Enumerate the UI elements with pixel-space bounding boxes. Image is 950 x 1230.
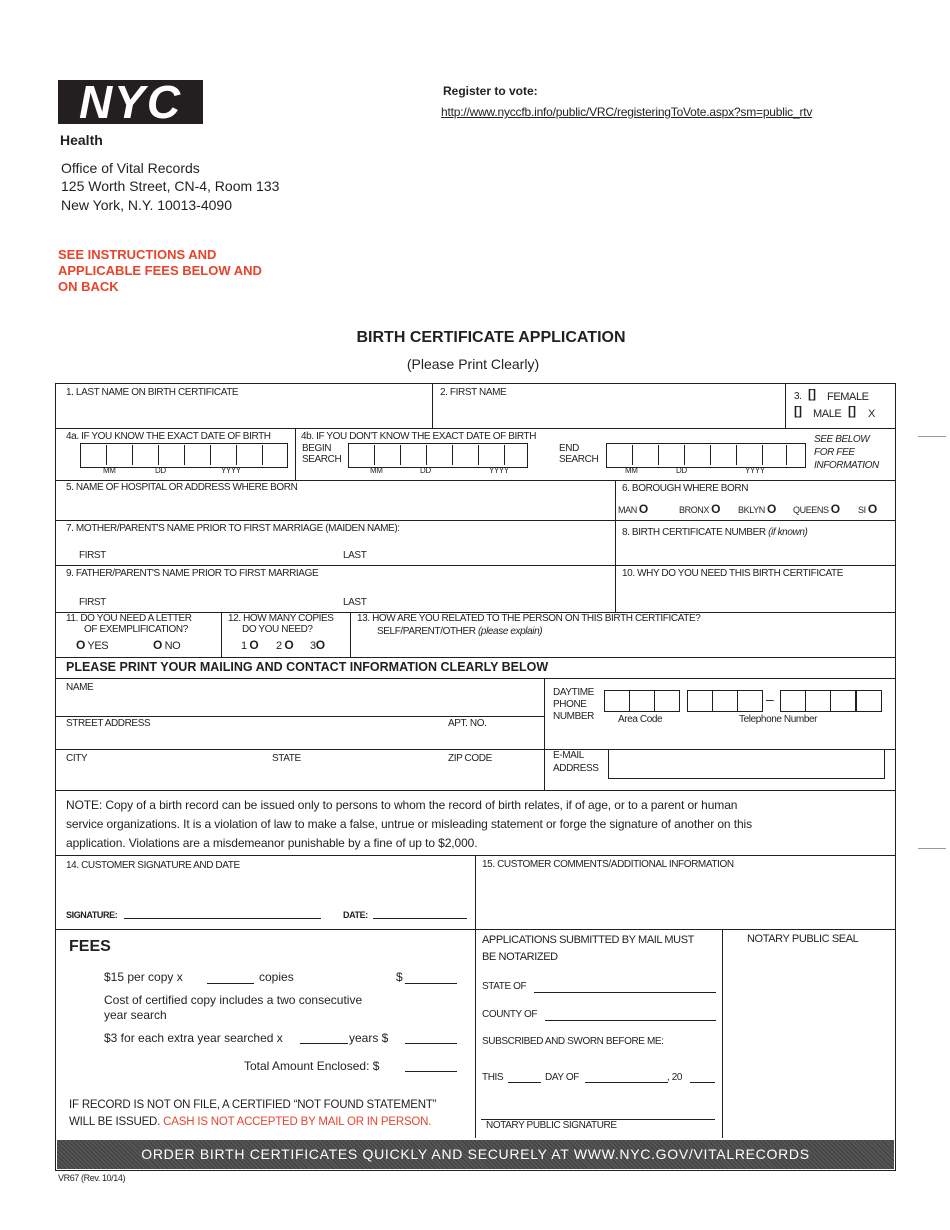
- female-label: FEMALE: [827, 391, 869, 403]
- field-7-label: 7. MOTHER/PARENT'S NAME PRIOR TO FIRST MARRIAGE (MAIDEN NAME):: [66, 523, 400, 534]
- notary-dayof-label: DAY OF: [545, 1072, 579, 1083]
- field-5-label: 5. NAME OF HOSPITAL OR ADDRESS WHERE BORN: [66, 482, 298, 493]
- field-10-label: 10. WHY DO YOU NEED THIS BIRTH CERTIFICATE: [622, 568, 844, 579]
- mother-first-label: FIRST: [79, 550, 106, 561]
- notary-seal-label: NOTARY PUBLIC SEAL: [747, 933, 859, 945]
- notary-mail-note: APPLICATIONS SUBMITTED BY MAIL MUST BE NOTARIZED: [482, 934, 694, 963]
- office-address-1: 125 Worth Street, CN-4, Room 133: [61, 178, 280, 194]
- field-11-label: 11. DO YOU NEED A LETTER OF EXEMPLIFICATION?: [66, 613, 192, 635]
- notary-year-label: , 20: [667, 1072, 683, 1083]
- phone-digit-3[interactable]: [737, 690, 763, 712]
- city-label: CITY: [66, 753, 88, 764]
- telephone-number-label: Telephone Number: [739, 714, 818, 725]
- mailing-heading: PLEASE PRINT YOUR MAILING AND CONTACT INFORMATION CLEARLY BELOW: [66, 660, 549, 674]
- nyc-logo-text: NYC: [78, 76, 183, 128]
- form-title: BIRTH CERTIFICATE APPLICATION: [356, 329, 626, 346]
- apt-label: APT. NO.: [448, 718, 487, 729]
- phone-digit-5[interactable]: [805, 690, 831, 712]
- end-search-input[interactable]: [606, 443, 806, 468]
- end-label: END: [559, 443, 579, 454]
- notary-state-line[interactable]: [534, 992, 716, 993]
- end-yyyy: YYYY: [745, 466, 765, 475]
- field-1-label: 1. LAST NAME ON BIRTH CERTIFICATE: [66, 387, 239, 398]
- x-label: X: [868, 408, 875, 420]
- field-13-label: 13. HOW ARE YOU RELATED TO THE PERSON ON THIS BIRTH CERTIFICATE?: [357, 613, 701, 624]
- logo-health: Health: [60, 132, 103, 148]
- notary-county-label: COUNTY OF: [482, 1009, 538, 1020]
- notary-sworn-label: SUBSCRIBED AND SWORN BEFORE ME:: [482, 1036, 664, 1047]
- field-13-sub: SELF/PARENT/OTHER (please explain): [377, 626, 543, 637]
- begin-label: BEGIN: [302, 443, 332, 454]
- copies-3[interactable]: 3O: [310, 638, 325, 652]
- total-label: Total Amount Enclosed: $: [244, 1059, 380, 1073]
- years-line[interactable]: [300, 1043, 348, 1044]
- email-label: E-MAIL ADDRESS: [553, 750, 599, 774]
- office-address-2: New York, N.Y. 10013-4090: [61, 197, 232, 213]
- date-label: DATE:: [343, 910, 368, 920]
- phone-digit-6[interactable]: [830, 690, 856, 712]
- borough-man[interactable]: MAN O: [618, 502, 648, 516]
- copies-label: copies: [259, 970, 294, 984]
- end-search-label: SEARCH: [559, 454, 599, 465]
- notary-dayof-line[interactable]: [585, 1082, 668, 1083]
- phone-digit-2[interactable]: [712, 690, 738, 712]
- father-last-label: LAST: [343, 597, 367, 608]
- state-label: STATE: [272, 753, 301, 764]
- form-revision: VR67 (Rev. 10/14): [58, 1173, 126, 1183]
- street-label: STREET ADDRESS: [66, 718, 151, 729]
- dob-dd: DD: [155, 466, 166, 475]
- notary-this-line[interactable]: [508, 1082, 541, 1083]
- field-2-label: 2. FIRST NAME: [440, 387, 507, 398]
- margin-mark-bottom: [918, 848, 946, 849]
- register-label: Register to vote:: [443, 84, 538, 98]
- email-input[interactable]: [608, 749, 885, 779]
- begin-yyyy: YYYY: [489, 466, 509, 475]
- borough-bklyn[interactable]: BKLYN O: [738, 502, 776, 516]
- area-code-digit-3[interactable]: [654, 690, 680, 712]
- borough-si[interactable]: SI O: [858, 502, 877, 516]
- office-name: Office of Vital Records: [61, 160, 200, 176]
- area-code-digit-2[interactable]: [629, 690, 655, 712]
- notary-state-label: STATE OF: [482, 981, 527, 992]
- total-amount-line[interactable]: [405, 1071, 457, 1072]
- begin-dd: DD: [420, 466, 431, 475]
- daytime-phone-label: DAYTIME PHONE NUMBER: [553, 687, 594, 722]
- fees-heading: FEES: [69, 938, 111, 955]
- female-checkbox[interactable]: []: [808, 387, 816, 401]
- exemplification-no[interactable]: O NO: [153, 638, 181, 652]
- end-dd: DD: [676, 466, 687, 475]
- fee-per-copy: $15 per copy x: [104, 970, 183, 984]
- begin-search-input[interactable]: [348, 443, 528, 468]
- instructions-note: SEE INSTRUCTIONS AND APPLICABLE FEES BELOW AND ON BACK: [58, 247, 262, 294]
- not-found-note: IF RECORD IS NOT ON FILE, A CERTIFIED “NOT FOUND STATEMENT” WILL BE ISSUED. CASH IS NOT ACCEPTED BY MAIL OR IN PERSON.: [69, 1099, 437, 1128]
- dob-yyyy: YYYY: [221, 466, 241, 475]
- notary-county-line[interactable]: [545, 1020, 716, 1021]
- phone-digit-1[interactable]: [687, 690, 713, 712]
- copies-amount-line[interactable]: [405, 983, 457, 984]
- legal-note: NOTE: Copy of a birth record can be issued only to persons to whom the record of birth relates, if of age, or to a parent or human service organizations. It is a violation of law to make a false, untrue or misleading statement or forge the signature of another on this application. Violations are a misdemeanor punishable by a fine of up to $2,000.: [66, 798, 753, 850]
- extra-year-fee: $3 for each extra year searched x: [104, 1031, 283, 1045]
- years-label: years $: [349, 1031, 389, 1045]
- area-code-label: Area Code: [618, 714, 663, 725]
- x-checkbox[interactable]: []: [848, 404, 856, 418]
- copies-1[interactable]: 1 O: [241, 638, 259, 652]
- phone-dash: –: [766, 691, 774, 707]
- phone-digit-4[interactable]: [780, 690, 806, 712]
- cost-note: Cost of certified copy includes a two consecutive year search: [104, 993, 363, 1022]
- phone-digit-7[interactable]: [856, 690, 882, 712]
- borough-queens[interactable]: QUEENS O: [793, 502, 840, 516]
- begin-mm: MM: [370, 466, 383, 475]
- copies-line[interactable]: [207, 983, 254, 984]
- field-3-number: 3.: [794, 391, 802, 402]
- dob-mm: MM: [103, 466, 116, 475]
- field-4b-label: 4b. IF YOU DON'T KNOW THE EXACT DATE OF BIRTH: [301, 431, 537, 442]
- signature-label: SIGNATURE:: [66, 910, 118, 920]
- zip-label: ZIP CODE: [448, 753, 492, 764]
- borough-bronx[interactable]: BRONX O: [679, 502, 721, 516]
- notary-this-label: THIS: [482, 1072, 504, 1083]
- male-checkbox[interactable]: []: [794, 404, 802, 418]
- nyc-logo: [58, 74, 203, 130]
- order-banner-text[interactable]: ORDER BIRTH CERTIFICATES QUICKLY AND SECURELY AT WWW.NYC.GOV/VITALRECORDS: [141, 1146, 810, 1162]
- name-label: NAME: [66, 682, 94, 693]
- margin-mark-top: [918, 436, 946, 437]
- male-label: MALE: [813, 408, 842, 420]
- notary-year-line[interactable]: [690, 1082, 715, 1083]
- field-15-label: 15. CUSTOMER COMMENTS/ADDITIONAL INFORMATION: [482, 859, 734, 870]
- copies-2[interactable]: 2 O: [276, 638, 294, 652]
- register-link[interactable]: http://www.nyccfb.info/public/VRC/registeringToVote.aspx?sm=public_rtv: [441, 105, 813, 119]
- copies-dollar: $: [396, 970, 403, 984]
- field-4a-label: 4a. IF YOU KNOW THE EXACT DATE OF BIRTH: [66, 431, 271, 442]
- end-mm: MM: [625, 466, 638, 475]
- see-below-note: SEE BELOW FOR FEE INFORMATION: [814, 434, 879, 471]
- years-amount-line[interactable]: [405, 1043, 457, 1044]
- field-14-label: 14. CUSTOMER SIGNATURE AND DATE: [66, 860, 240, 871]
- signature-line[interactable]: [124, 918, 321, 919]
- field-8-label: 8. BIRTH CERTIFICATE NUMBER (if known): [622, 527, 808, 538]
- father-first-label: FIRST: [79, 597, 106, 608]
- field-12-label: 12. HOW MANY COPIES DO YOU NEED?: [228, 613, 334, 635]
- exemplification-yes[interactable]: O YES: [76, 638, 109, 652]
- date-line[interactable]: [373, 918, 467, 919]
- field-9-label: 9. FATHER/PARENT'S NAME PRIOR TO FIRST MARRIAGE: [66, 568, 319, 579]
- notary-signature-label: NOTARY PUBLIC SIGNATURE: [486, 1120, 617, 1131]
- mother-last-label: LAST: [343, 550, 367, 561]
- begin-search-label: SEARCH: [302, 454, 342, 465]
- field-6-label: 6. BOROUGH WHERE BORN: [622, 483, 749, 494]
- area-code-digit-1[interactable]: [604, 690, 630, 712]
- form-subtitle: (Please Print Clearly): [406, 356, 540, 372]
